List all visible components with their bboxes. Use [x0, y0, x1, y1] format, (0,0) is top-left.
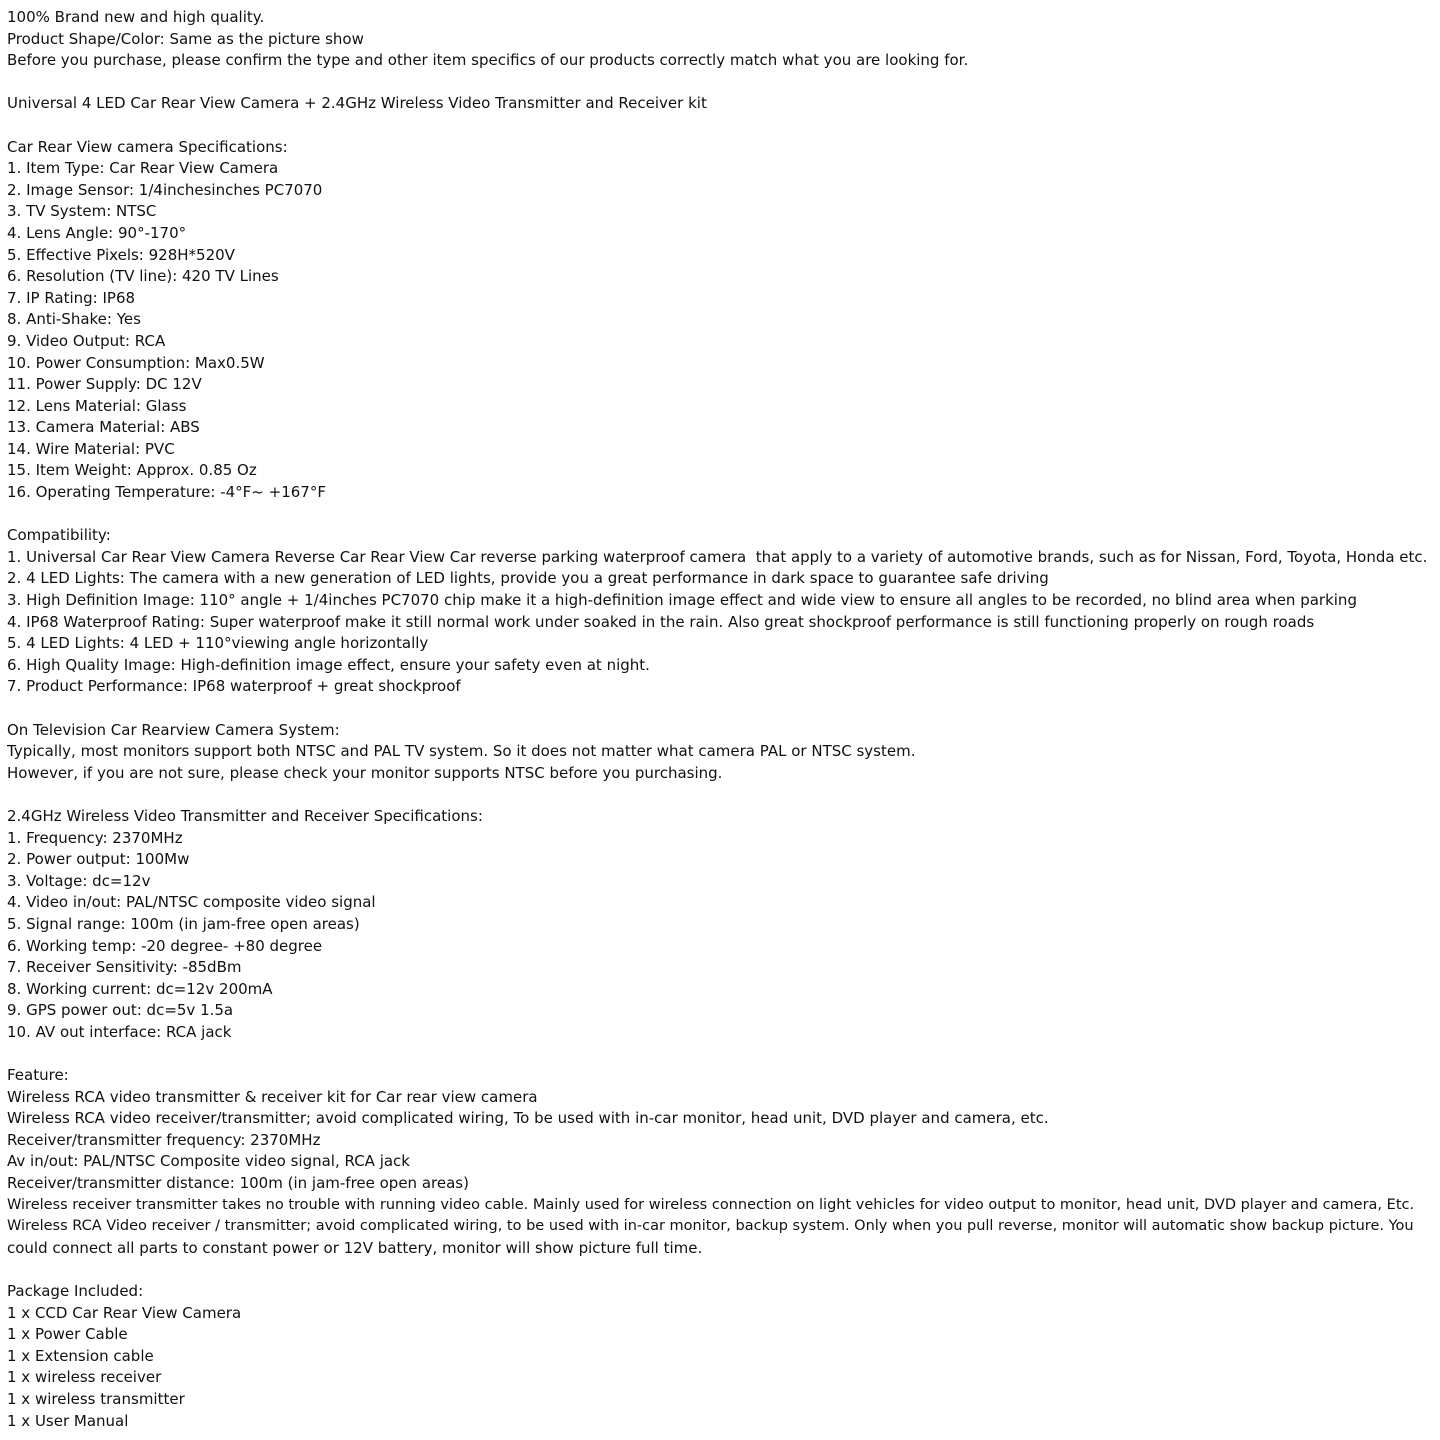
- spec-item: 14. Wire Material: PVC: [7, 439, 175, 458]
- spec-item: 6. Resolution (TV line): 420 TV Lines: [7, 267, 279, 286]
- feature-item: Wireless RCA Video receiver / transmitter; avoid complicated wiring, to be used with in-car monitor, backup system. Only when you pull reverse, monitor will automatic show backup picture. You: [7, 1218, 1414, 1235]
- package-item: 1 x wireless transmitter: [7, 1390, 185, 1408]
- spec-item: 5. Signal range: 100m (in jam-free open areas): [7, 914, 360, 933]
- spec-item: 12. Lens Material: Glass: [7, 396, 187, 415]
- package-item: 1 x CCD Car Rear View Camera: [7, 1303, 242, 1322]
- feature-section: [7, 1065, 1432, 1259]
- feature-item: Av in/out: PAL/NTSC Composite video signal, RCA jack: [7, 1152, 410, 1171]
- spec-item: 4. Video in/out: PAL/NTSC composite video signal: [7, 893, 376, 912]
- spec-item: 8. Anti-Shake: Yes: [7, 310, 141, 329]
- compatibility-item: 5. 4 LED Lights: 4 LED + 110°viewing angle horizontally: [7, 634, 429, 653]
- spec-item: 10. AV out interface: RCA jack: [7, 1022, 232, 1041]
- spec-item: 3. Voltage: dc=12v: [7, 871, 151, 890]
- product-title: Universal 4 LED Car Rear View Camera + 2.4GHz Wireless Video Transmitter and Receiver kit: [7, 94, 707, 113]
- feature-item: Wireless RCA video transmitter & receiver kit for Car rear view camera: [7, 1087, 538, 1106]
- spec-item: 7. Receiver Sensitivity: -85dBm: [7, 958, 242, 977]
- package-item: 1 x Extension cable: [7, 1346, 154, 1365]
- tv-system-section: [7, 720, 1432, 785]
- spacer: [7, 504, 1432, 526]
- spacer: [7, 1259, 1432, 1281]
- section-heading: 2.4GHz Wireless Video Transmitter and Receiver Specifications:: [7, 806, 483, 825]
- spec-item: 15. Item Weight: Approx. 0.85 Oz: [7, 461, 257, 480]
- intro-line: 100% Brand new and high quality.: [7, 8, 265, 26]
- feature-item: Receiver/transmitter distance: 100m (in jam-free open areas): [7, 1174, 469, 1193]
- spacer: [7, 784, 1432, 806]
- section-heading: Car Rear View camera Specifications:: [7, 137, 288, 156]
- intro-line: Product Shape/Color: Same as the picture show: [7, 29, 364, 48]
- package-item: 1 x wireless receiver: [7, 1368, 162, 1387]
- spec-item: 9. Video Output: RCA: [7, 331, 166, 350]
- spacer: [7, 72, 1432, 94]
- spec-item: 1. Frequency: 2370MHz: [7, 828, 183, 847]
- compatibility-section: [7, 525, 1432, 698]
- spec-item: 4. Lens Angle: 90°-170°: [7, 223, 187, 242]
- package-item: 1 x Power Cable: [7, 1325, 128, 1344]
- compatibility-item: 7. Product Performance: IP68 waterproof + great shockproof: [7, 677, 461, 696]
- spec-item: 5. Effective Pixels: 928H*520V: [7, 245, 235, 264]
- feature-item: Wireless RCA video receiver/transmitter; avoid complicated wiring, To be used with in-car monitor, head unit, DVD player and camera, etc.: [7, 1109, 1049, 1128]
- spec-item: 9. GPS power out: dc=5v 1.5a: [7, 1001, 234, 1020]
- product-description: [7, 7, 1432, 1432]
- spec-item: 10. Power Consumption: Max0.5W: [7, 353, 265, 372]
- spec-item: 7. IP Rating: IP68: [7, 288, 136, 307]
- feature-item: Wireless receiver transmitter takes no trouble with running video cable. Mainly used for wireless connection on light vehicles for video output to monitor, head unit, DVD player and camera, Etc.: [7, 1196, 1415, 1213]
- spec-item: 16. Operating Temperature: -4°F~ +167°F: [7, 483, 326, 502]
- compatibility-item: 3. High Definition Image: 110° angle + 1/4inches PC7070 chip make it a high-definition image effect and wide view to ensure all angles to be recorded, no blind area when parking: [7, 591, 1357, 610]
- feature-item: could connect all parts to constant power or 12V battery, monitor will show picture full time.: [7, 1238, 703, 1257]
- spec-item: 2. Power output: 100Mw: [7, 850, 190, 869]
- intro-line: Before you purchase, please confirm the type and other item specifics of our products correctly match what you are looking for.: [7, 51, 969, 70]
- section-heading: Compatibility:: [7, 526, 111, 545]
- intro-section: [7, 7, 1432, 72]
- spec-item: 2. Image Sensor: 1/4inchesinches PC7070: [7, 180, 323, 199]
- compatibility-item: 2. 4 LED Lights: The camera with a new generation of LED lights, provide you a great performance in dark space to guarantee safe driving: [7, 569, 1049, 588]
- feature-item: Receiver/transmitter frequency: 2370MHz: [7, 1130, 321, 1149]
- section-heading: Package Included:: [7, 1282, 144, 1301]
- spacer: [7, 115, 1432, 137]
- compatibility-item: 6. High Quality Image: High-definition image effect, ensure your safety even at night.: [7, 655, 650, 674]
- spacer: [7, 698, 1432, 720]
- spec-item: 6. Working temp: -20 degree- +80 degree: [7, 936, 323, 955]
- tv-system-line: However, if you are not sure, please check your monitor supports NTSC before you purchasing.: [7, 763, 723, 782]
- spacer: [7, 1044, 1432, 1066]
- package-section: [7, 1281, 1432, 1432]
- spec-item: 1. Item Type: Car Rear View Camera: [7, 159, 279, 178]
- section-heading: On Television Car Rearview Camera System:: [7, 720, 340, 739]
- spec-item: 13. Camera Material: ABS: [7, 418, 200, 437]
- spec-item: 8. Working current: dc=12v 200mA: [7, 979, 273, 998]
- spec-item: 3. TV System: NTSC: [7, 202, 157, 221]
- section-heading: Feature:: [7, 1066, 69, 1085]
- compatibility-item: 1. Universal Car Rear View Camera Reverse Car Rear View Car reverse parking waterproof camera that apply to a variety of automotive brands, such as for Nissan, Ford, Toyota, Honda etc.: [7, 547, 1428, 566]
- package-item: 1 x User Manual: [7, 1411, 129, 1430]
- wireless-specs-section: [7, 806, 1432, 1044]
- spec-item: 11. Power Supply: DC 12V: [7, 375, 202, 394]
- tv-system-line: Typically, most monitors support both NTSC and PAL TV system. So it does not matter what camera PAL or NTSC system.: [7, 742, 916, 761]
- camera-specs-section: [7, 137, 1432, 504]
- compatibility-item: 4. IP68 Waterproof Rating: Super waterproof make it still normal work under soaked in the rain. Also great shockproof performance is still functioning properly on rough roads: [7, 612, 1315, 631]
